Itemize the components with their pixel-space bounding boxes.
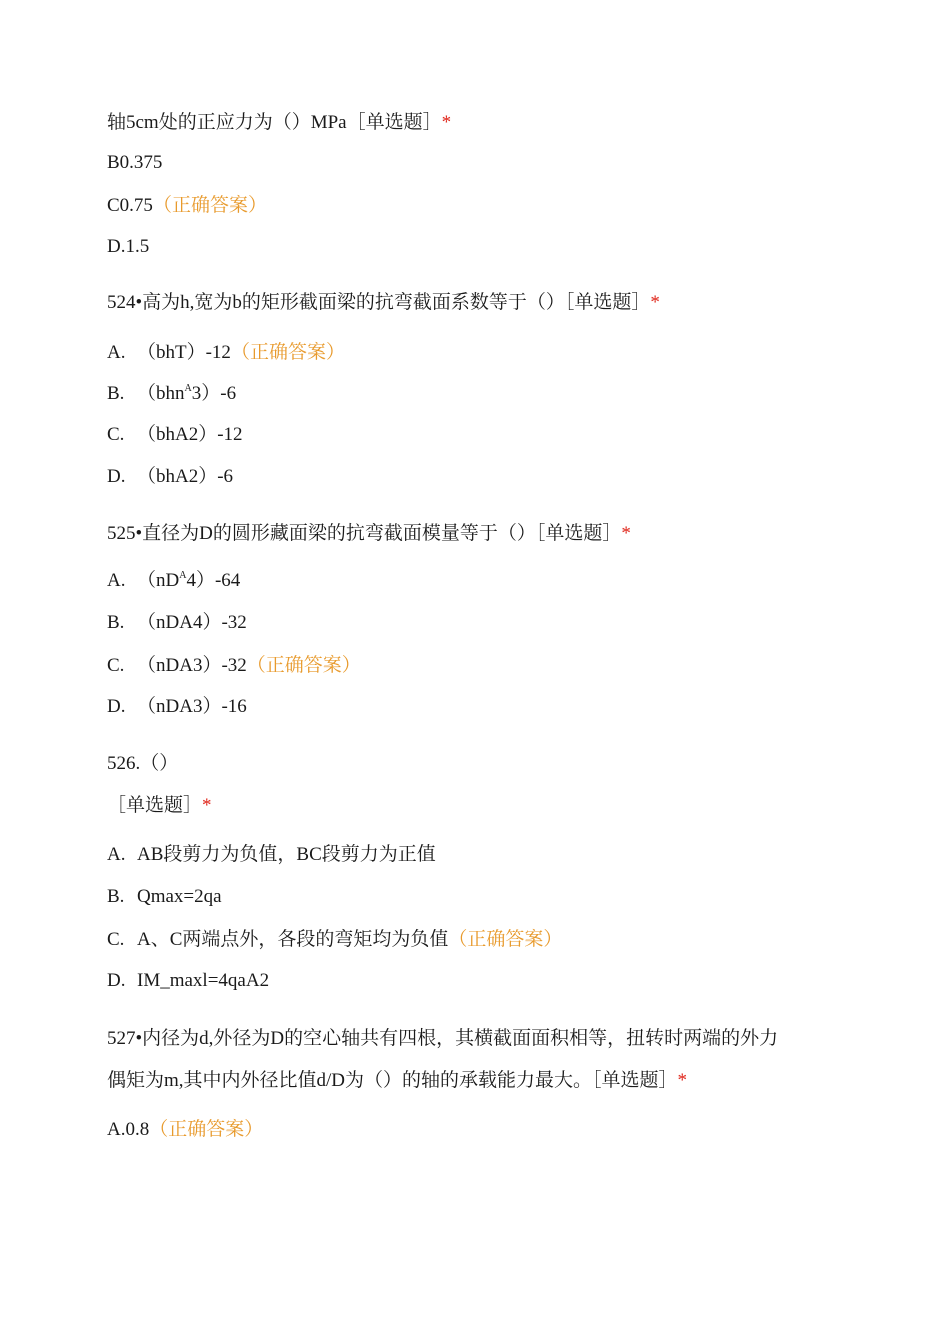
question-524-stem (107, 290, 660, 316)
option-letter: A. (107, 570, 126, 591)
option-text: C0.75 (107, 195, 153, 216)
option-text-pre: （bhn (137, 383, 185, 404)
question-524-option-b[interactable] (107, 381, 236, 407)
option-text: （bhA2）-12 (137, 424, 243, 445)
question-525-text: 525•直径为D的圆形藏面梁的抗弯截面模量等于（）［单选题］ (107, 523, 622, 544)
question-527-stem-line-1 (107, 1026, 778, 1052)
question-527-option-a[interactable] (107, 1116, 263, 1143)
option-text: （nDA3）-16 (137, 696, 247, 717)
option-text-post: 4）-64 (186, 570, 241, 591)
option-text: A.0.8 (107, 1119, 150, 1140)
option-superscript: A (184, 383, 192, 394)
option-text: Qmax=2qa (137, 886, 222, 907)
option-text-post: 3）-6 (191, 383, 237, 404)
question-525-option-a[interactable] (107, 568, 240, 594)
question-524-text: 524•高为h,宽为b的矩形截面梁的抗弯截面系数等于（）［单选题］ (107, 292, 651, 313)
option-letter: C. (107, 655, 125, 676)
correct-answer-label: （正确答案） (448, 928, 563, 950)
question-527-stem-line-2 (107, 1068, 687, 1094)
question-page (107, 0, 847, 1344)
correct-answer-label: （正确答案） (230, 341, 345, 363)
question-526-option-c[interactable] (107, 926, 562, 953)
option-text: D.1.5 (107, 236, 150, 257)
question-525-option-b[interactable] (107, 610, 247, 636)
required-mark: * (621, 523, 631, 544)
question-523-stem (107, 110, 451, 136)
option-letter: A. (107, 844, 126, 865)
option-letter: B. (107, 886, 125, 907)
option-text: （bhA2）-6 (137, 466, 234, 487)
correct-answer-label: （正确答案） (246, 654, 361, 676)
question-526-type (107, 793, 212, 819)
option-text: （nDA4）-32 (137, 612, 247, 633)
option-text: （bhT）-12 (137, 342, 231, 363)
option-text-pre: （nD (137, 570, 180, 591)
required-mark: * (202, 795, 212, 816)
question-525-option-c[interactable] (107, 652, 361, 679)
required-mark: * (677, 1070, 688, 1091)
question-524-option-d[interactable] (107, 464, 233, 490)
question-526-option-d[interactable] (107, 968, 269, 994)
option-text: （nDA3）-32 (137, 655, 247, 676)
option-letter: D. (107, 696, 126, 717)
correct-answer-label: （正确答案） (152, 194, 267, 216)
question-526-text: 526.（） (107, 753, 179, 774)
option-superscript: A (179, 570, 187, 581)
option-letter: C. (107, 424, 125, 445)
question-524-option-a[interactable] (107, 339, 345, 366)
question-527-text-2: 偶矩为m,其中内外径比值d/D为（）的轴的承载能力最大。［单选题］ (107, 1070, 678, 1091)
required-mark: * (441, 112, 452, 133)
question-525-stem (107, 521, 631, 547)
question-527-text-1: 527•内径为d,外径为D的空心轴共有四根，其横截面面积相等，扭转时两端的外力 (107, 1028, 779, 1049)
question-523-text: 轴5cm处的正应力为（）MPa［单选题］ (107, 112, 442, 133)
option-text: B0.375 (107, 152, 163, 173)
question-type-label: ［单选题］ (107, 795, 203, 816)
question-526-option-a[interactable] (107, 842, 436, 868)
question-526-stem (107, 751, 178, 777)
option-text: A、C两端点外，各段的弯矩均为负值 (137, 929, 449, 950)
question-523-option-c[interactable] (107, 192, 267, 219)
option-text: IM_maxl=4qaA2 (137, 970, 270, 991)
option-letter: B. (107, 612, 125, 633)
option-letter: D. (107, 970, 126, 991)
option-letter: C. (107, 929, 125, 950)
question-525-option-d[interactable] (107, 694, 247, 720)
option-text: AB段剪力为负值，BC段剪力为正值 (137, 844, 436, 865)
option-letter: B. (107, 383, 125, 404)
option-letter: A. (107, 342, 126, 363)
required-mark: * (650, 292, 660, 313)
question-523-option-d[interactable] (107, 234, 149, 260)
option-letter: D. (107, 466, 126, 487)
question-523-option-b[interactable] (107, 150, 162, 176)
correct-answer-label: （正确答案） (149, 1118, 264, 1140)
question-526-option-b[interactable] (107, 884, 222, 910)
question-524-option-c[interactable] (107, 422, 243, 448)
